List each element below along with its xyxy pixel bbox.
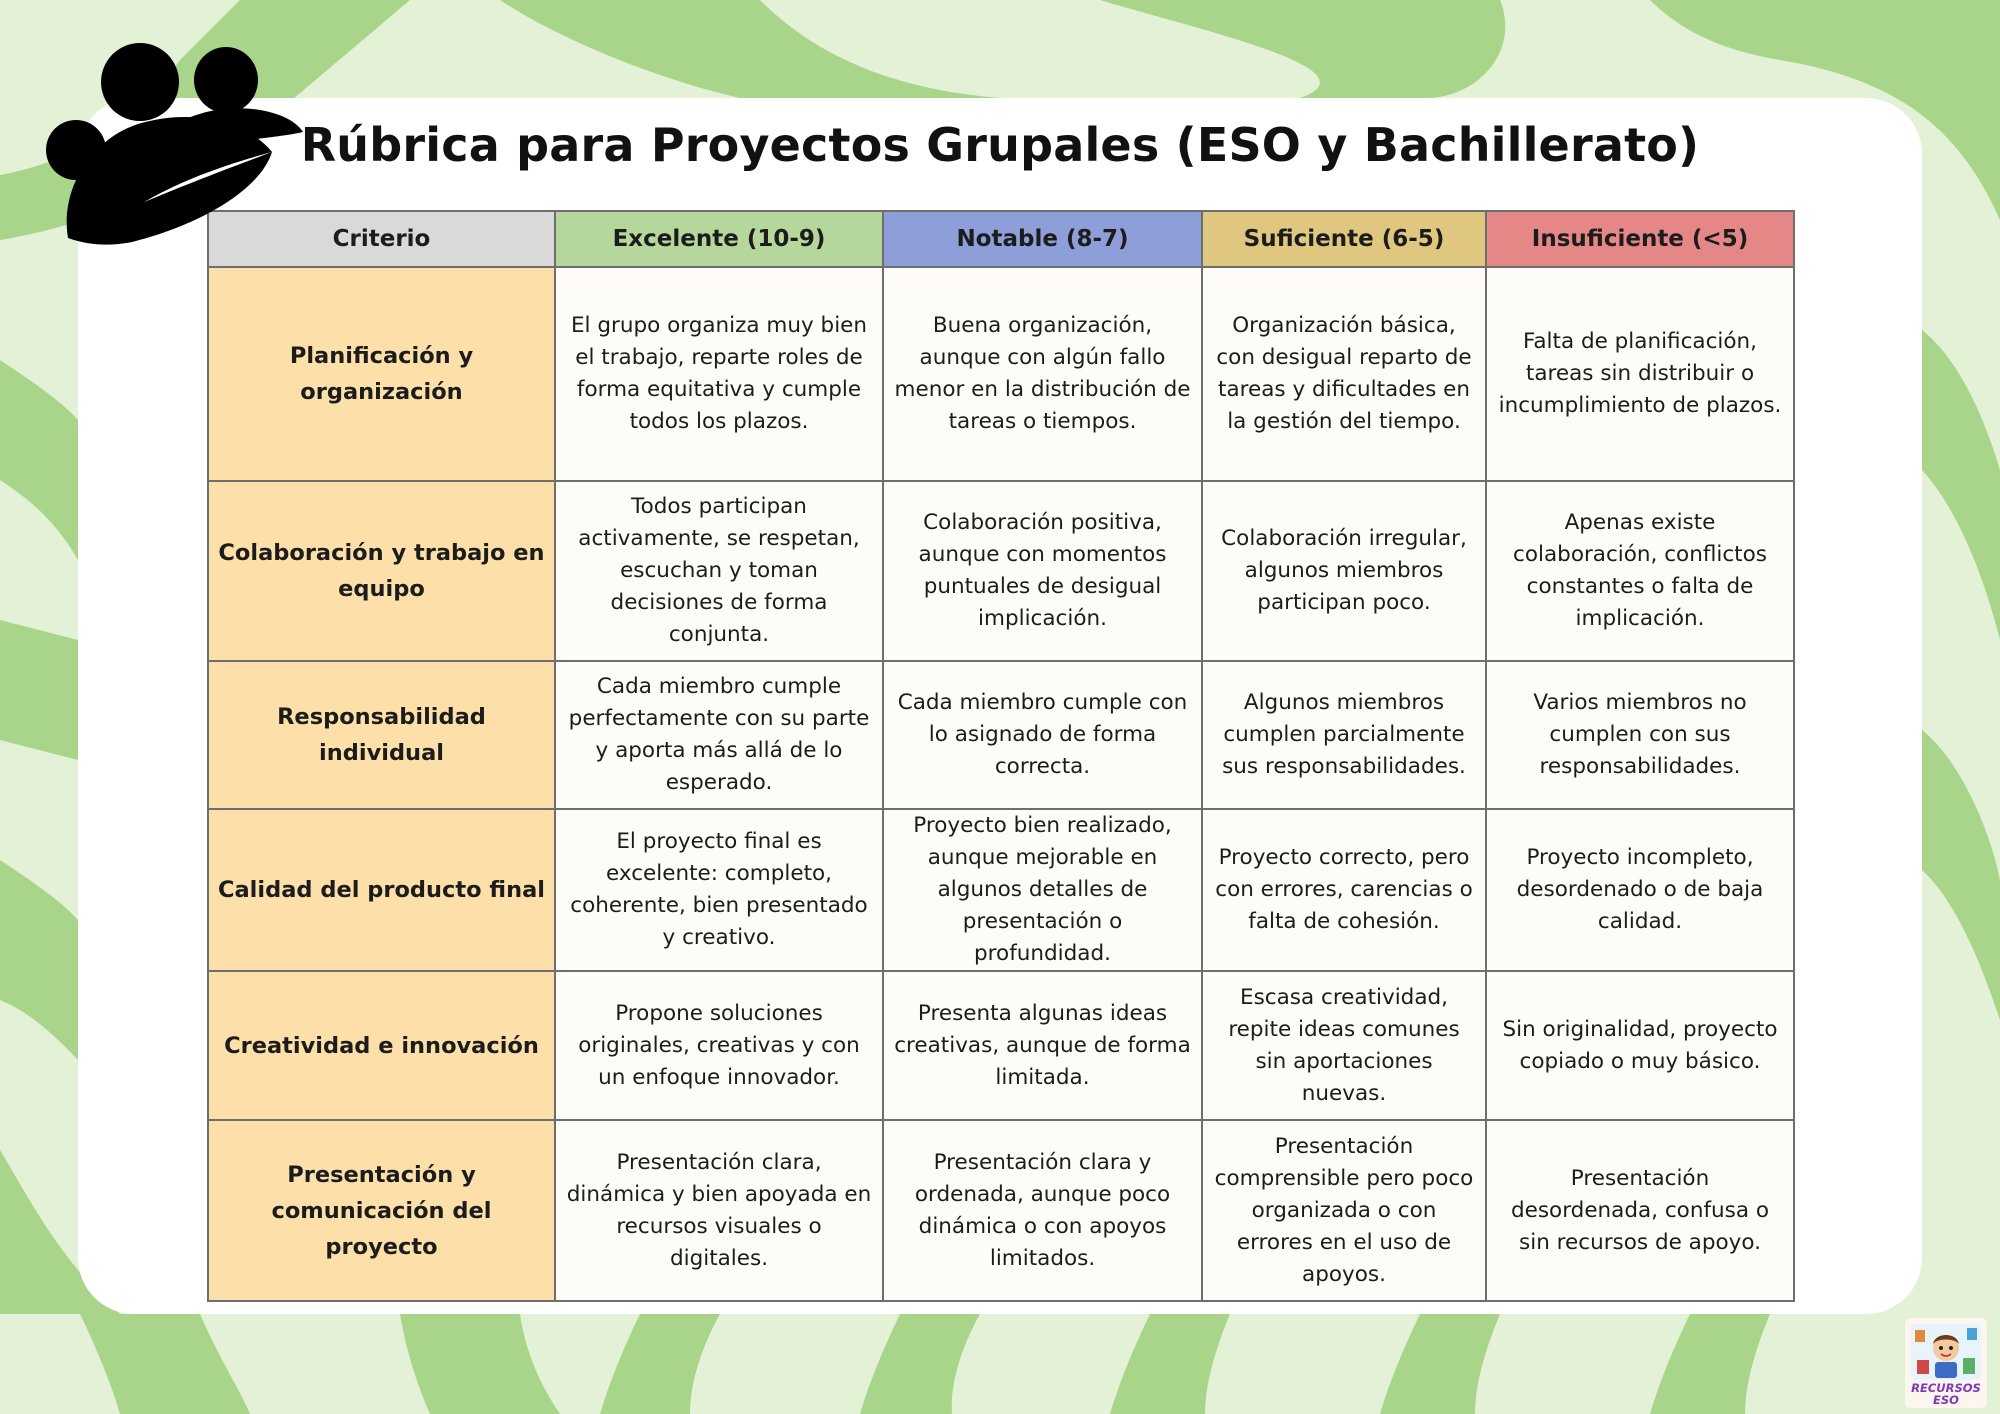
rubric-table	[207, 210, 1795, 1302]
insuficiente-cell: Varios miembros no cumplen con sus responsabilidades.	[1486, 661, 1794, 809]
notable-cell: Buena organización, aunque con algún fallo menor en la distribución de tareas o tiempos.	[883, 267, 1202, 481]
recursos-eso-logo	[1905, 1318, 1987, 1408]
header-excelente: Excelente (10-9)	[555, 211, 883, 267]
suficiente-cell: Presentación comprensible pero poco organizada o con errores en el uso de apoyos.	[1202, 1120, 1486, 1301]
notable-cell: Cada miembro cumple con lo asignado de forma correcta.	[883, 661, 1202, 809]
suficiente-cell: Algunos miembros cumplen parcialmente sus responsabilidades.	[1202, 661, 1486, 809]
insuficiente-cell: Apenas existe colaboración, conflictos constantes o falta de implicación.	[1486, 481, 1794, 661]
header-row	[208, 211, 1794, 267]
criterion-cell: Calidad del producto final	[208, 809, 555, 971]
excelente-cell: El grupo organiza muy bien el trabajo, reparte roles de forma equitativa y cumple todos los plazos.	[555, 267, 883, 481]
criterion-cell: Creatividad e innovación	[208, 971, 555, 1120]
criterion-cell: Presentación y comunicación del proyecto	[208, 1120, 555, 1301]
criterion-cell: Planificación y organización	[208, 267, 555, 481]
header-insuficiente: Insuficiente (<5)	[1486, 211, 1794, 267]
table-row	[208, 971, 1794, 1120]
paw-print-icon	[20, 20, 310, 250]
excelente-cell: El proyecto final es excelente: completo, coherente, bien presentado y creativo.	[555, 809, 883, 971]
header-suficiente: Suficiente (6-5)	[1202, 211, 1486, 267]
mascot-illustration-icon	[1911, 1324, 1981, 1380]
notable-cell: Presentación clara y ordenada, aunque poco dinámica o con apoyos limitados.	[883, 1120, 1202, 1301]
table-row	[208, 267, 1794, 481]
insuficiente-cell: Proyecto incompleto, desordenado o de baja calidad.	[1486, 809, 1794, 971]
header-notable: Notable (8-7)	[883, 211, 1202, 267]
table-row	[208, 481, 1794, 661]
suficiente-cell: Escasa creatividad, repite ideas comunes sin aportaciones nuevas.	[1202, 971, 1486, 1120]
suficiente-cell: Proyecto correcto, pero con errores, carencias o falta de cohesión.	[1202, 809, 1486, 971]
notable-cell: Proyecto bien realizado, aunque mejorable en algunos detalles de presentación o profundidad.	[883, 809, 1202, 971]
suficiente-cell: Organización básica, con desigual reparto de tareas y dificultades en la gestión del tiempo.	[1202, 267, 1486, 481]
excelente-cell: Todos participan activamente, se respetan, escuchan y toman decisiones de forma conjunta.	[555, 481, 883, 661]
excelente-cell: Propone soluciones originales, creativas y con un enfoque innovador.	[555, 971, 883, 1120]
criterion-cell: Colaboración y trabajo en equipo	[208, 481, 555, 661]
criterion-cell: Responsabilidad individual	[208, 661, 555, 809]
table-row	[208, 1120, 1794, 1301]
notable-cell: Presenta algunas ideas creativas, aunque de forma limitada.	[883, 971, 1202, 1120]
page-title: Rúbrica para Proyectos Grupales (ESO y Bachillerato)	[300, 118, 1700, 172]
excelente-cell: Presentación clara, dinámica y bien apoyada en recursos visuales o digitales.	[555, 1120, 883, 1301]
insuficiente-cell: Presentación desordenada, confusa o sin recursos de apoyo.	[1486, 1120, 1794, 1301]
suficiente-cell: Colaboración irregular, algunos miembros participan poco.	[1202, 481, 1486, 661]
excelente-cell: Cada miembro cumple perfectamente con su parte y aporta más allá de lo esperado.	[555, 661, 883, 809]
logo-text-line2: ESO	[1933, 1393, 1959, 1407]
table-row	[208, 809, 1794, 971]
insuficiente-cell: Sin originalidad, proyecto copiado o muy básico.	[1486, 971, 1794, 1120]
insuficiente-cell: Falta de planificación, tareas sin distribuir o incumplimiento de plazos.	[1486, 267, 1794, 481]
table-row	[208, 661, 1794, 809]
notable-cell: Colaboración positiva, aunque con momentos puntuales de desigual implicación.	[883, 481, 1202, 661]
logo-text-line1: RECURSOS	[1911, 1381, 1981, 1395]
header-criterio: Criterio	[208, 211, 555, 267]
